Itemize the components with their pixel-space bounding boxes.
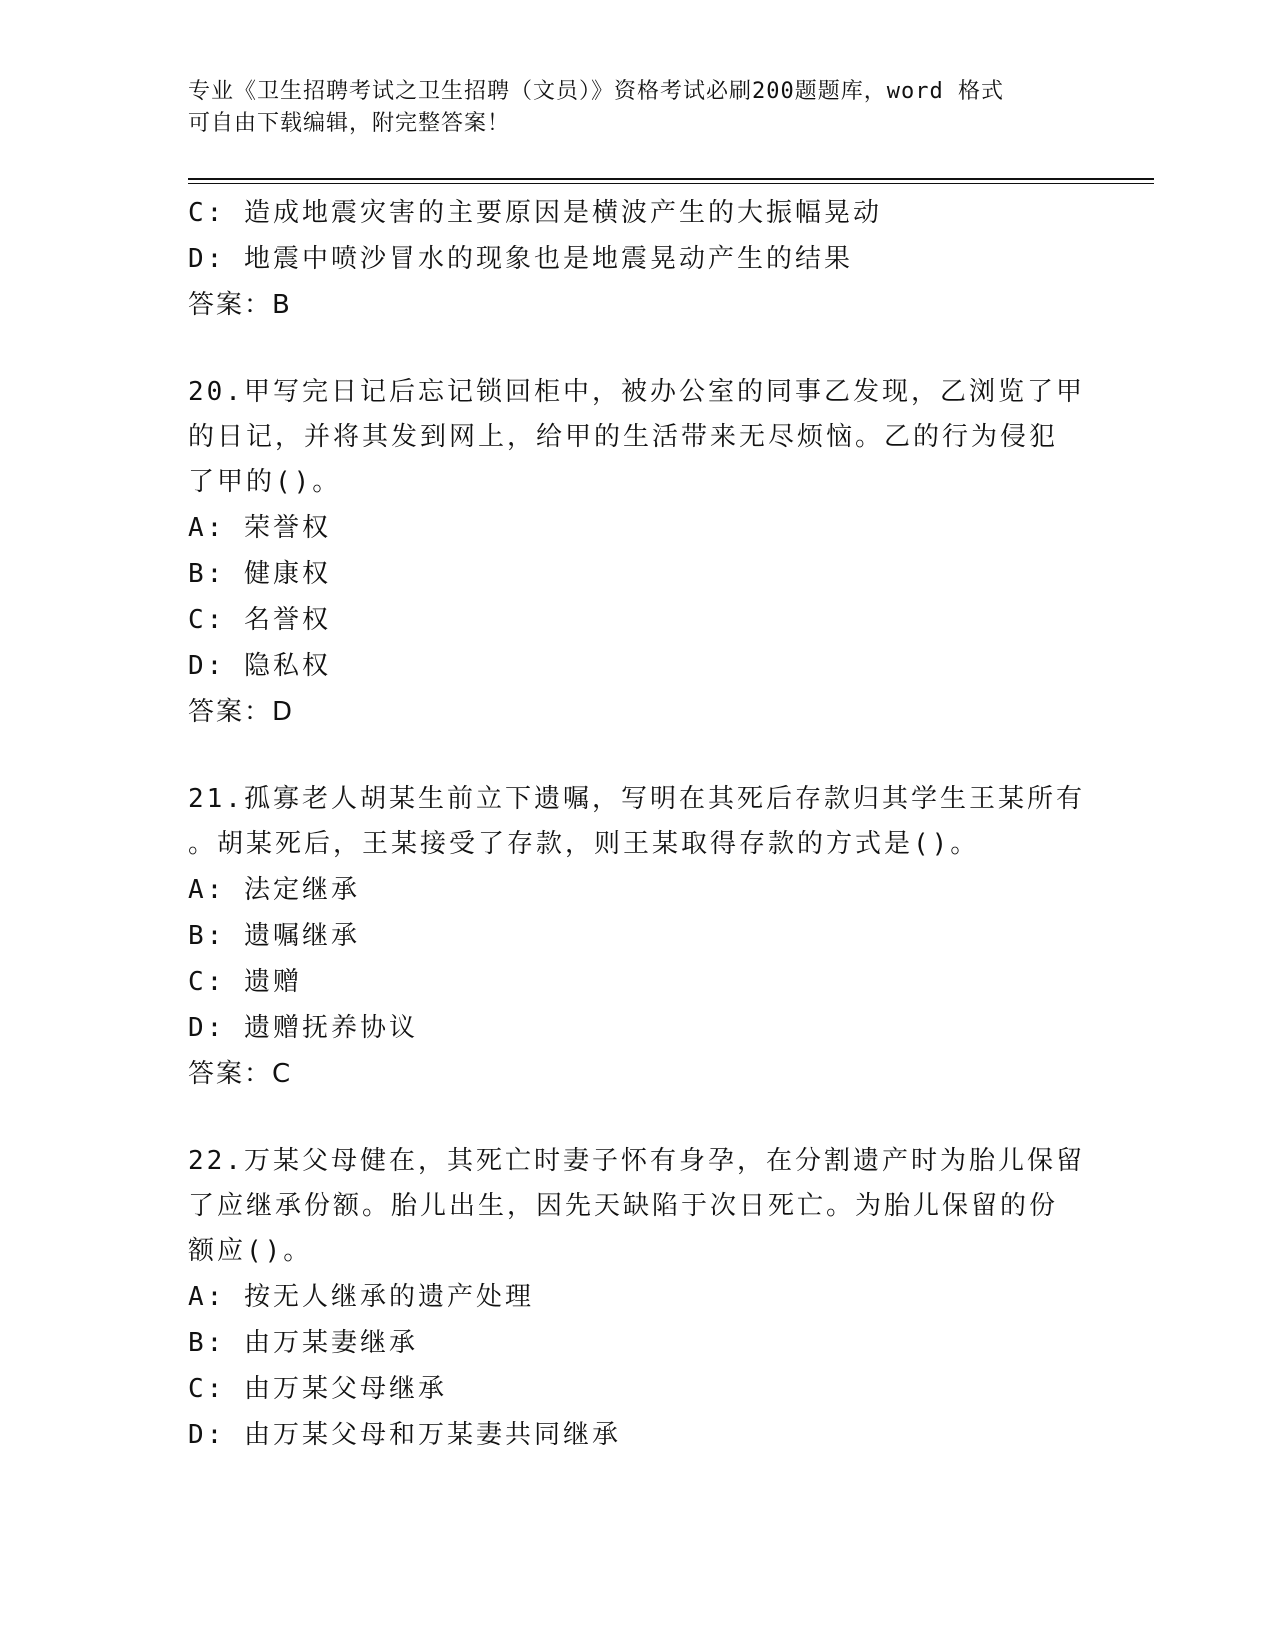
answer-line: 答案：D	[188, 697, 295, 727]
option-c: C: 造成地震灾害的主要原因是横波产生的大振幅晃动	[188, 198, 882, 228]
spacer	[188, 328, 1088, 370]
option-b: B: 健康权	[188, 559, 331, 589]
option-a: A: 法定继承	[188, 875, 360, 905]
option-b: B: 遗嘱继承	[188, 921, 360, 951]
header-title-line-2: 可自由下载编辑，附完整答案！	[188, 111, 511, 136]
option-a: A: 荣誉权	[188, 513, 331, 543]
question-stem-line: 22.万某父母健在，其死亡时妻子怀有身孕，在分割遗产时为胎儿保留	[188, 1146, 1085, 1176]
answer-line: 答案：B	[188, 290, 292, 320]
question-list	[188, 190, 1088, 1458]
option-d: D: 遗赠抚养协议	[188, 1013, 418, 1043]
document-header	[188, 76, 1088, 140]
option-d: D: 隐私权	[188, 651, 331, 681]
question-22	[188, 1139, 1088, 1458]
option-d: D: 由万某父母和万某妻共同继承	[188, 1420, 621, 1450]
option-c: C: 遗赠	[188, 967, 302, 997]
question-20	[188, 370, 1088, 735]
option-c: C: 名誉权	[188, 605, 331, 635]
header-divider-thick	[188, 178, 1154, 180]
spacer	[188, 1097, 1088, 1139]
question-stem-line: 20.甲写完日记后忘记锁回柜中，被办公室的同事乙发现，乙浏览了甲	[188, 377, 1085, 407]
question-stem-line: 额应()。	[188, 1236, 313, 1266]
option-d: D: 地震中喷沙冒水的现象也是地震晃动产生的结果	[188, 244, 853, 274]
question-19-continuation	[188, 190, 1088, 328]
option-b: B: 由万某妻继承	[188, 1328, 418, 1358]
header-divider-thin	[188, 183, 1154, 184]
question-stem-line: 的日记，并将其发到网上，给甲的生活带来无尽烦恼。乙的行为侵犯	[188, 422, 1059, 452]
header-title-line-1: 专业《卫生招聘考试之卫生招聘（文员）》资格考试必刷200题题库，word 格式	[188, 79, 1004, 104]
question-stem-line: 了应继承份额。胎儿出生，因先天缺陷于次日死亡。为胎儿保留的份	[188, 1191, 1059, 1221]
spacer	[188, 735, 1088, 777]
question-stem-line: 。胡某死后，王某接受了存款，则王某取得存款的方式是()。	[188, 829, 980, 859]
option-c: C: 由万某父母继承	[188, 1374, 447, 1404]
answer-line: 答案：C	[188, 1059, 293, 1089]
option-a: A: 按无人继承的遗产处理	[188, 1282, 534, 1312]
question-stem-line: 了甲的()。	[188, 467, 342, 497]
question-stem-line: 21.孤寡老人胡某生前立下遗嘱，写明在其死后存款归其学生王某所有	[188, 784, 1085, 814]
question-21	[188, 777, 1088, 1097]
